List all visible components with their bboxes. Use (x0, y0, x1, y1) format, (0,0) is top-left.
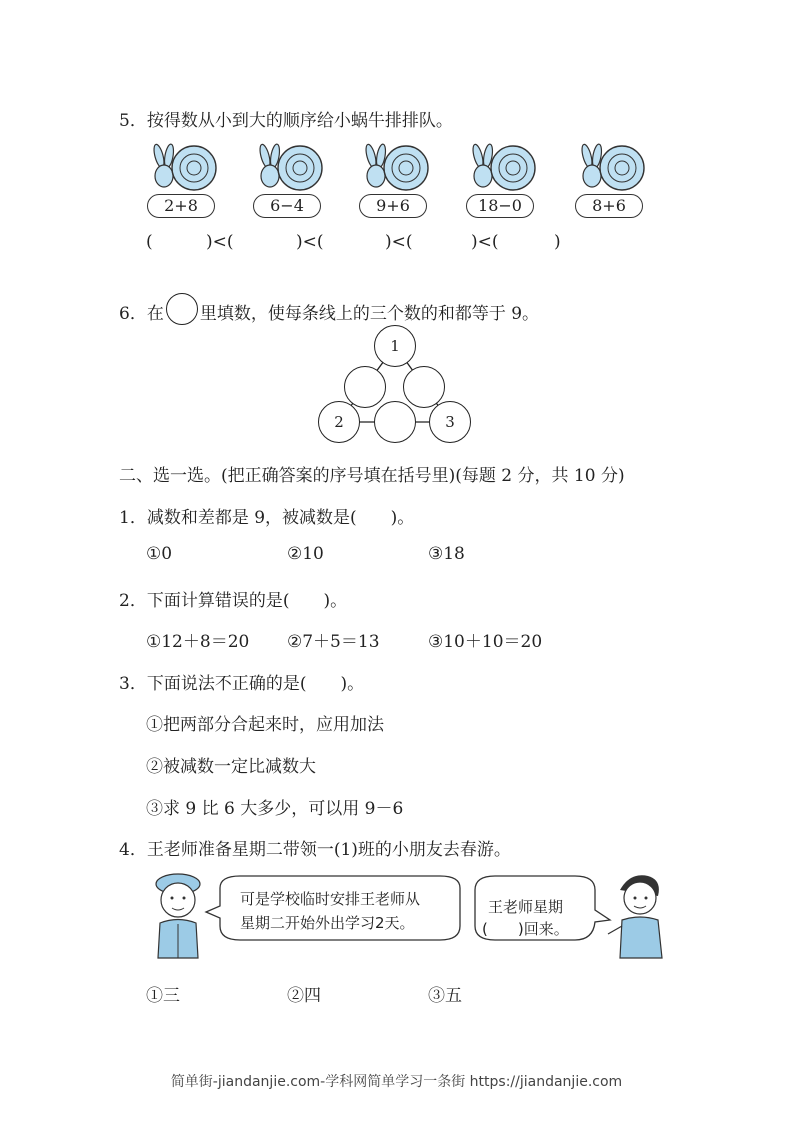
snail-label: 8+6 (575, 194, 643, 218)
circle-right-middle (403, 366, 445, 408)
s2-q1-option-3: ③18 (428, 544, 465, 564)
s2-q2-option-2: ②7＋5＝13 (287, 632, 380, 652)
bubble1-line1: 可是学校临时安排王老师从 (240, 890, 421, 908)
s2-q2-option-1: ①12＋8＝20 (146, 632, 250, 652)
s2-q3-option-2: ②被减数一定比减数大 (146, 757, 316, 777)
s2-q1-option-2: ②10 (287, 544, 324, 564)
s2-q4-option-3: ③五 (428, 986, 462, 1006)
section2-title: 二、选一选。(把正确答案的序号填在括号里)(每题 2 分，共 10 分) (119, 466, 625, 486)
circle-bottom-right: 3 (429, 401, 471, 443)
snail-label: 9+6 (359, 194, 427, 218)
boy-right-icon (608, 875, 662, 958)
triangle-lines (0, 0, 793, 460)
circle-top: 1 (374, 325, 416, 367)
footer-watermark: 简单街-jiandanjie.com-学科网简单学习一条街 https://jiandanjie.com (170, 1074, 623, 1090)
order-paren-6: ) (554, 232, 561, 252)
s2-q4-text: 4．王老师准备星期二带领一(1)班的小朋友去春游。 (119, 840, 511, 860)
bubble1-line2: 星期二开始外出学习2天。 (240, 914, 415, 932)
q6-suffix: 里填数，使每条线上的三个数的和都等于 9。 (199, 304, 540, 324)
circle-bottom-left: 2 (318, 401, 360, 443)
order-paren-1: ( (146, 232, 153, 252)
s2-q3-text: 3．下面说法不正确的是( )。 (119, 674, 365, 694)
snail-label: 18−0 (466, 194, 534, 218)
s2-q2-option-3: ③10＋10＝20 (428, 632, 543, 652)
s2-q4-option-2: ②四 (287, 986, 321, 1006)
circle-bottom-middle (374, 401, 416, 443)
boy-left-icon (156, 874, 200, 958)
snail-label: 6−4 (253, 194, 321, 218)
q5-title: 5．按得数从小到大的顺序给小蜗牛排排队。 (119, 111, 453, 131)
snail-label: 2+8 (147, 194, 215, 218)
s2-q1-option-1: ①0 (146, 544, 173, 564)
s2-q4-option-1: ①三 (146, 986, 180, 1006)
order-paren-3: )<( (296, 232, 324, 252)
order-paren-2: )<( (206, 232, 234, 252)
order-paren-5: )<( (471, 232, 499, 252)
circle-left-middle (344, 366, 386, 408)
bubble2-line2: ( )回来。 (482, 920, 569, 938)
bubble2-line1: 王老师星期 (488, 898, 564, 916)
s2-q3-option-1: ①把两部分合起来时，应用加法 (146, 715, 384, 735)
s2-q3-option-3: ③求 9 比 6 大多少，可以用 9－6 (146, 799, 404, 819)
order-paren-4: )<( (385, 232, 413, 252)
s2-q1-text: 1．减数和差都是 9，被减数是( )。 (119, 508, 415, 528)
q6-prefix: 6．在 (119, 304, 164, 324)
s2-q2-text: 2．下面计算错误的是( )。 (119, 591, 348, 611)
